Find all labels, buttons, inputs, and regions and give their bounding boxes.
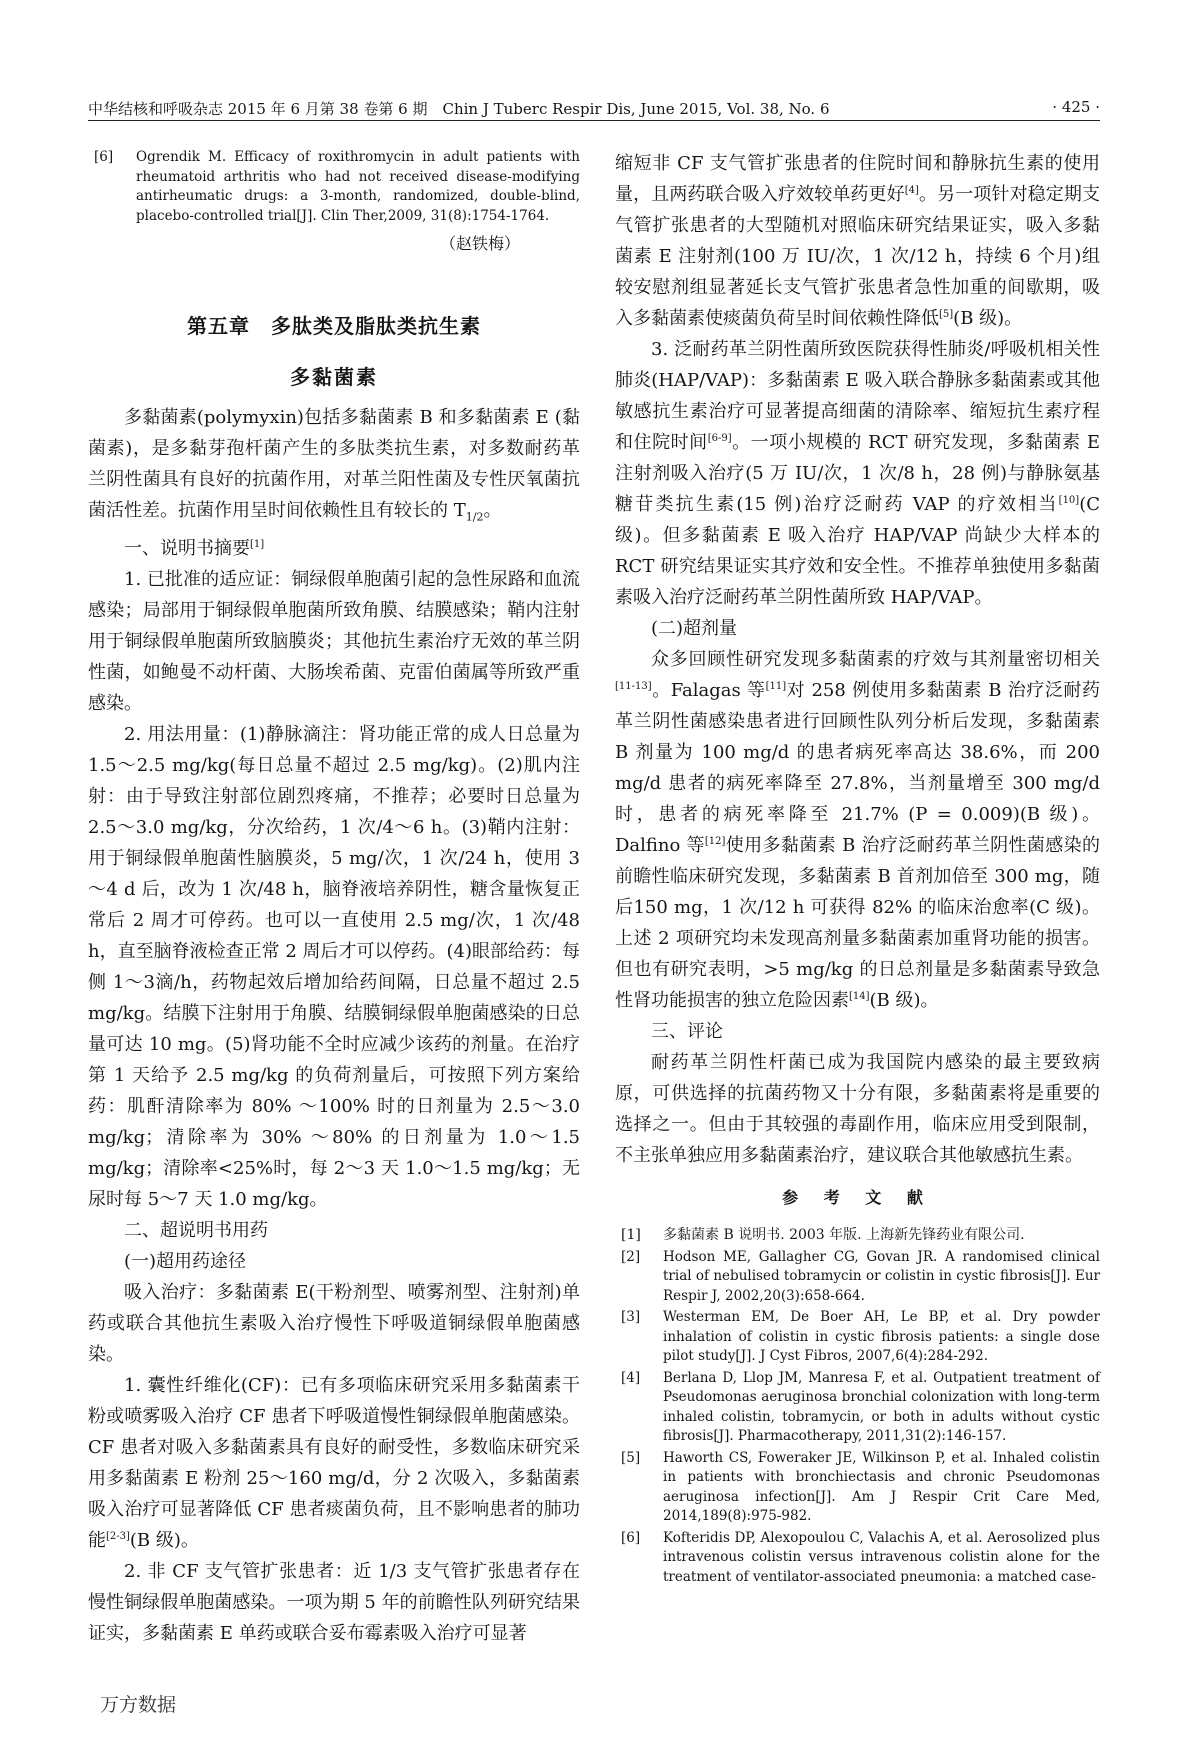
subheading-comment: 三、评论: [651, 1021, 723, 1042]
reference-text: Haworth CS, Foweraker JE, Wilkinson P, et al. Inhaled colistin in patients with bronchiectasis and chronic Pseudomonas aeruginosa infection[J]. Am J Respir Crit Care Med, 2014,189(8):975-982.: [663, 1449, 1100, 1524]
reference-text: Westerman EM, De Boer AH, Le BP, et al. Dry powder inhalation of colistin in cystic fibrosis patients: a single dose pilot study[J]. J Cyst Fibros, 2007,6(4):284-292.: [663, 1309, 1100, 1364]
subheading-route: (一)超用药途径: [124, 1250, 247, 1272]
reference-number: [4]: [621, 1369, 641, 1386]
bronchiectasis-paragraph-cont: 缩短非 CF 支气管扩张患者的住院时间和静脉抗生素的使用量，且两药联合吸入疗效较单药更好[4]。另一项针对稳定期支气管扩张患者的大型随机对照临床研究结果证实，吸入多黏菌素 E 注射剂(100 万 IU/次，1 次/12 h，持续 6 个月)组较安慰剂组显著延长支气管扩张患者急性加重的间歇期，吸入多黏菌素使痰菌负荷呈时间依赖性降低[5](B 级)。: [615, 153, 1101, 329]
author-signature: （赵铁梅）: [439, 234, 520, 253]
dosage-paragraph: 2. 用法用量：(1)静脉滴注：肾功能正常的成人日总量为 1.5～2.5 mg/kg(每日总量不超过 2.5 mg/kg)。(2)肌内注射：由于导致注射部位剧烈疼痛，不推荐；必要时日总量为 2.5～3.0 mg/kg，分次给药，1 次/4～6 h。(3)鞘内注射：用于铜绿假单胞菌性脑膜炎，5 mg/次，1 次/24 h，使用 3～4 d 后，改为 1 次/48 h，脑脊液培养阴性，糖含量恢复正常后 2 周才可停药。也可以一直使用 2.5 mg/次，1 次/48 h，直至脑脊液检查正常 2 周后才可以停药。(4)眼部给药：每侧 1～3滴/h，药物起效后增加给药间隔，日总量不超过 2.5 mg/kg。结膜下注射用于角膜、结膜铜绿假单胞菌感染的日总量可达 10 mg。(5)肾功能不全时应减少该药的剂量。在治疗第 1 天给予 2.5 mg/kg 的负荷剂量后，可按照下列方案给药：肌酐清除率为 80% ～100% 时的日剂量为 2.5～3.0 mg/kg；清除率为 30% ～80% 的日剂量为 1.0～1.5 mg/kg；清除率<25%时，每 2～3 天 1.0～1.5 mg/kg；无尿时每 5～7 天 1.0 mg/kg。: [88, 723, 580, 1210]
intro-paragraph: 多黏菌素(polymyxin)包括多黏菌素 B 和多黏菌素 E (黏菌素)，是多黏芽孢杆菌产生的多肽类抗生素，对多数耐药革兰阴性菌具有良好的抗菌作用，对革兰阳性菌及专性厌氧菌抗菌活性差。抗菌作用呈时间依赖性且有较长的 $T_{1/2}$。: [88, 407, 580, 524]
section-title: 多黏菌素: [290, 365, 378, 389]
reference-item: [615, 1529, 1100, 1588]
subheading-label-summary: 一、说明书摘要[1]: [124, 537, 265, 559]
hap-vap-paragraph: 3. 泛耐药革兰阴性菌所致医院获得性肺炎/呼吸机相关性肺炎(HAP/VAP)：多黏菌素 E 吸入联合静脉多黏菌素或其他敏感抗生素治疗可显著提高细菌的清除率、缩短抗生素疗程和住院时间[6-9]。一项小规模的 RCT 研究发现，多黏菌素 E 注射剂吸入治疗(5 万 IU/次，1 次/8 h，28 例)与静脉氨基糖苷类抗生素(15 例)治疗泛耐药 VAP 的疗效相当[10](C 级)。但多黏菌素 E 吸入治疗 HAP/VAP 尚缺少大样本的 RCT 研究结果证实其疗效和安全性。不推荐单独使用多黏菌素吸入治疗泛耐药革兰阴性菌所致 HAP/VAP。: [615, 339, 1101, 608]
reference-number: [3]: [621, 1309, 641, 1325]
reference-item: [615, 1308, 1100, 1367]
references-title: 参 考 文 献: [782, 1188, 933, 1207]
reference-item: [615, 1226, 1100, 1246]
reference-number: [1]: [621, 1227, 641, 1243]
reference-text: Ogrendik M. Efficacy of roxithromycin in adult patients with rheumatoid arthritis who had not received disease-modifying antirheumatic drugs: a 3-month, randomized, double-blind, placebo-controlled trial[J]. Clin Ther,2009, 31(8):1754-1764.: [136, 149, 580, 224]
reference-text: Berlana D, Llop JM, Manresa F, et al. Outpatient treatment of Pseudomonas aeruginosa bronchial colonization with long-term inhaled colistin, tobramycin, or both in adults without cystic fibrosis[J]. Pharmacotherapy, 2011,31(2):146-157.: [663, 1369, 1100, 1444]
reference-item: [615, 1449, 1100, 1527]
running-header: [88, 96, 1100, 121]
reference-number: [5]: [621, 1449, 641, 1466]
reference-item: [615, 1248, 1100, 1307]
journal-citation: 中华结核和呼吸杂志 2015 年 6 月第 38 卷第 6 期 Chin J Tuberc Respir Dis, June 2015, Vol. 38, No. 6: [88, 100, 830, 118]
bronchiectasis-paragraph: 2. 非 CF 支气管扩张患者：近 1/3 支气管扩张患者存在慢性铜绿假单胞菌感染。一项为期 5 年的前瞻性队列研究结果证实，多黏菌素 E 单药或联合妥布霉素吸入治疗可显著: [88, 1560, 580, 1644]
reference-number: [6]: [621, 1529, 641, 1546]
right-column: [615, 148, 1100, 1589]
indications-paragraph: 1. 已批准的适应证：铜绿假单胞菌引起的急性尿路和血流感染；局部用于铜绿假单胞菌所致角膜、结膜感染；鞘内注射用于铜绿假单胞菌所致脑膜炎；其他抗生素治疗无效的革兰阴性菌，如鲍曼不动杆菌、大肠埃希菌、克雷伯菌属等所致严重感染。: [88, 568, 580, 714]
watermark-footer: 万方数据: [100, 1694, 177, 1716]
reference-item: [88, 148, 580, 226]
high-dose-paragraph: 众多回顾性研究发现多黏菌素的疗效与其剂量密切相关[11-13]。Falagas 等[11]对 258 例使用多黏菌素 B 治疗泛耐药革兰阴性菌感染患者进行回顾性队列分析后发现，多黏菌素 B 剂量为 100 mg/d 的患者病死率高达 38.6%，而 200 mg/d 患者的病死率降至 27.8%，当剂量增至 300 mg/d 时，患者的病死率降至 21.7% (P = 0.009)(B 级)。Dalfino 等[12]使用多黏菌素 B 治疗泛耐药革兰阴性菌感染的前瞻性临床研究发现，多黏菌素 B 首剂加倍至 300 mg，随后150 mg，1 次/12 h 可获得 82% 的临床治愈率(C 级)。上述 2 项研究均未发现高剂量多黏菌素加重肾功能的损害。但也有研究表明，>5 mg/kg 的日总剂量是多黏菌素导致急性肾功能损害的独立危险因素[14](B 级)。: [615, 649, 1101, 1011]
reference-item: [615, 1369, 1100, 1447]
references-list: [615, 1226, 1100, 1587]
reference-text: Hodson ME, Gallagher CG, Govan JR. A randomised clinical trial of nebulised tobramycin or colistin in cystic fibrosis[J]. Eur Respir J, 2002,20(3):658-664.: [663, 1248, 1100, 1304]
cf-paragraph: 1. 囊性纤维化(CF)：已有多项临床研究采用多黏菌素干粉或喷雾吸入治疗 CF 患者下呼吸道慢性铜绿假单胞菌感染。CF 患者对吸入多黏菌素具有良好的耐受性，多数临床研究采用多黏菌素 E 粉剂 25～160 mg/d，分 2 次吸入，多黏菌素吸入治疗可显著降低 CF 患者痰菌负荷，且不影响患者的肺功能[2-3](B 级)。: [88, 1374, 580, 1551]
comment-paragraph: 耐药革兰阴性杆菌已成为我国院内感染的最主要致病原，可供选择的抗菌药物又十分有限，多黏菌素将是重要的选择之一。但由于其较强的毒副作用，临床应用受到限制，不主张单独应用多黏菌素治疗，建议联合其他敏感抗生素。: [615, 1052, 1100, 1166]
inhalation-paragraph: 吸入治疗：多黏菌素 E(干粉剂型、喷雾剂型、注射剂)单药或联合其他抗生素吸入治疗慢性下呼吸道铜绿假单胞菌感染。: [88, 1281, 580, 1365]
subheading-high-dose: (二)超剂量: [651, 618, 738, 639]
reference-number: [6]: [94, 149, 114, 165]
left-column: [88, 148, 580, 1649]
chapter-title: 第五章 多肽类及脂肽类抗生素: [187, 314, 481, 338]
subheading-off-label: 二、超说明书用药: [124, 1219, 268, 1241]
reference-number: [2]: [621, 1248, 641, 1265]
reference-text: Kofteridis DP, Alexopoulou C, Valachis A, et al. Aerosolized plus intravenous colistin versus intravenous colistin alone for the treatment of ventilator-associated pneumonia: a matched case-: [663, 1529, 1100, 1585]
page-number: · 425 ·: [1052, 98, 1100, 116]
reference-text: 多黏菌素 B 说明书. 2003 年版. 上海新先锋药业有限公司.: [663, 1227, 1025, 1243]
